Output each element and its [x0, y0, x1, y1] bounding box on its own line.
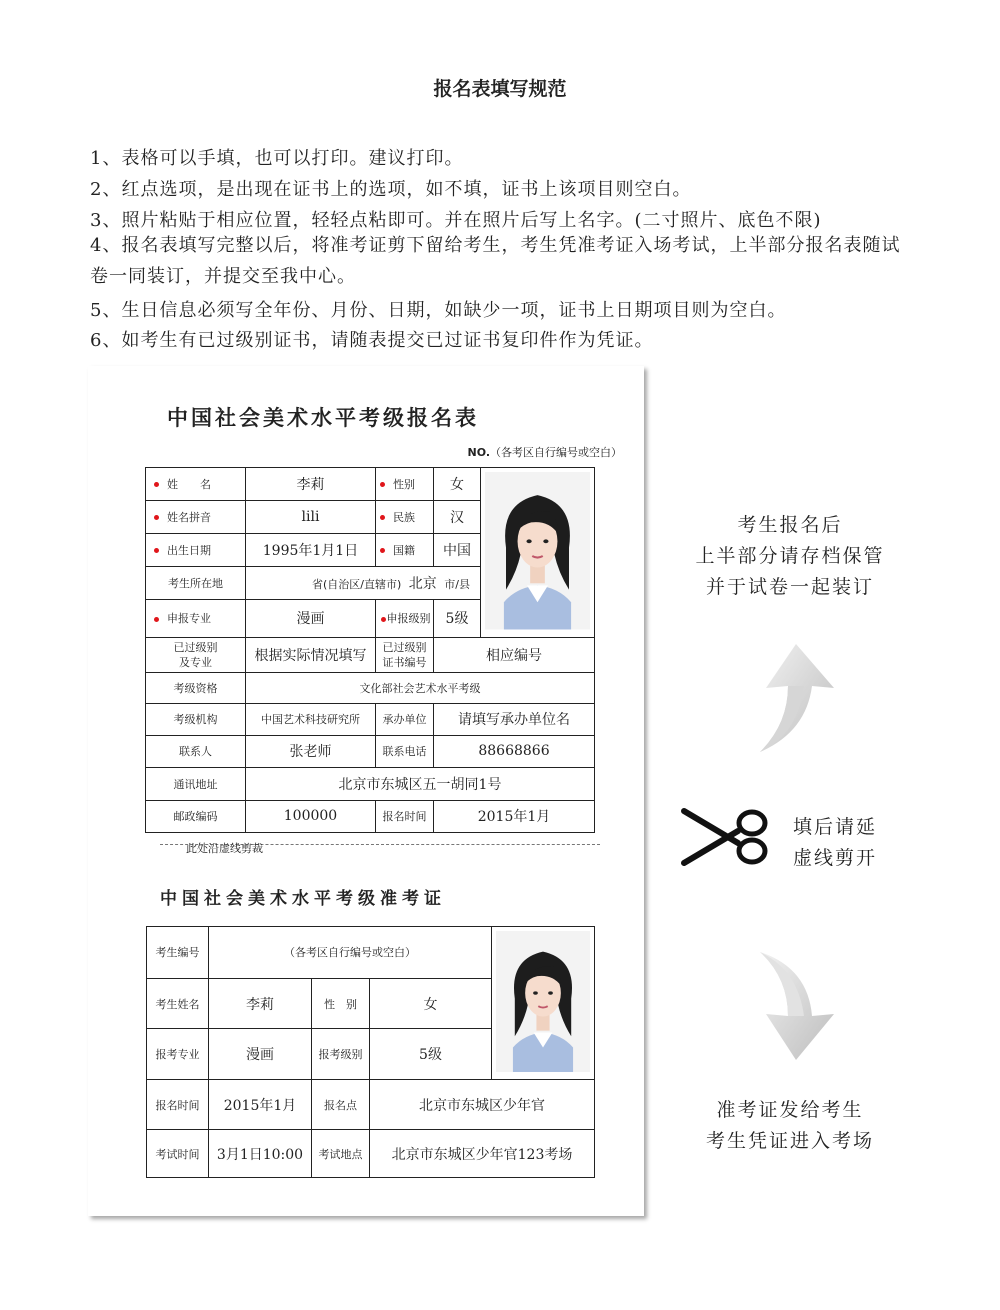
contact-label: 联系人 — [146, 735, 246, 767]
address-value: 北京市东城区五一胡同1号 — [246, 767, 595, 800]
side-note-middle: 填后请延 虚线剪开 — [792, 816, 877, 869]
arrow-down-icon — [748, 948, 838, 1063]
admission-exam-time-label: 考试时间 — [147, 1130, 209, 1178]
id-photo — [485, 472, 590, 630]
admission-reg-time-value: 2015年1月 — [209, 1080, 312, 1130]
side-note-top: 考生报名后 上半部分请存档保管 并于试卷一起装订 — [695, 514, 885, 598]
address-label: 通讯地址 — [146, 767, 246, 800]
reg-time-label: 报名时间 — [376, 800, 434, 832]
qualification-label: 考级资格 — [146, 672, 246, 703]
birth-label: 出生日期 — [146, 533, 246, 566]
admission-exam-time-value: 3月1日10:00 — [209, 1130, 312, 1178]
admission-table — [146, 926, 595, 1178]
admission-photo — [496, 931, 590, 1072]
admission-exam-place-label: 考试地点 — [312, 1130, 370, 1178]
location-value: 省(自治区/直辖市) 北京 市/县 — [246, 566, 481, 599]
admission-title: 中国社会美术水平考级准考证 — [160, 889, 446, 909]
postcode-label: 邮政编码 — [146, 800, 246, 832]
qualification-value: 文化部社会艺术水平考级 — [246, 672, 595, 703]
location-label: 考生所在地 — [146, 566, 246, 599]
cert-no-value: 相应编号 — [434, 637, 595, 672]
ethnicity-label: 民族 — [376, 500, 434, 533]
admission-major-label: 报考专业 — [147, 1029, 209, 1080]
pinyin-label: 姓名拼音 — [146, 500, 246, 533]
registration-table — [145, 467, 595, 833]
admission-level-label: 报考级别 — [312, 1029, 370, 1080]
contact-value: 张老师 — [246, 735, 376, 767]
cut-hint: 此处沿虚线剪裁 — [186, 842, 263, 855]
level-label: 申报级别 — [376, 599, 434, 637]
host-value: 请填写承办单位名 — [434, 703, 595, 735]
form-paper — [88, 366, 644, 1216]
admission-name-label: 考生姓名 — [147, 978, 209, 1029]
name-label: 姓 名 — [146, 468, 246, 501]
host-label: 承办单位 — [376, 703, 434, 735]
postcode-value: 100000 — [246, 800, 376, 832]
passed-level-value: 根据实际情况填写 — [246, 637, 376, 672]
pinyin-value: lili — [246, 500, 376, 533]
admission-id-value: （各考区自行编号或空白） — [209, 927, 492, 979]
phone-value: 88668866 — [434, 735, 595, 767]
admission-site-label: 报名点 — [312, 1080, 370, 1130]
admission-name-value: 李莉 — [209, 978, 312, 1029]
admission-major-value: 漫画 — [209, 1029, 312, 1080]
admission-exam-place-value: 北京市东城区少年官123考场 — [370, 1130, 595, 1178]
photo-cell — [481, 468, 595, 638]
org-label: 考级机构 — [146, 703, 246, 735]
rule-5: 5、生日信息必须写全年份、月份、日期，如缺少一项，证书上日期项目则为空白。 — [90, 300, 787, 321]
ethnicity-value: 汉 — [434, 500, 481, 533]
major-value: 漫画 — [246, 599, 376, 637]
admission-reg-time-label: 报名时间 — [147, 1080, 209, 1130]
passed-level-label: 已过级别 及专业 — [146, 637, 246, 672]
phone-label: 联系电话 — [376, 735, 434, 767]
name-value: 李莉 — [246, 468, 376, 501]
admission-level-value: 5级 — [370, 1029, 492, 1080]
arrow-up-icon — [748, 640, 838, 755]
birth-value: 1995年1月1日 — [246, 533, 376, 566]
admission-id-label: 考生编号 — [147, 927, 209, 979]
rule-3: 3、照片粘贴于相应位置，轻轻点粘即可。并在照片后写上名字。(二寸照片、底色不限) — [90, 210, 822, 231]
rule-6: 6、如考生有已过级别证书，请随表提交已过证书复印件作为凭证。 — [90, 330, 654, 351]
side-note-bottom: 准考证发给考生 考生凭证进入考场 — [705, 1099, 874, 1152]
admission-photo-cell — [492, 927, 595, 1080]
major-label: 申报专业 — [146, 599, 246, 637]
gender-value: 女 — [434, 468, 481, 501]
rule-1: 1、表格可以手填，也可以打印。建议打印。 — [90, 148, 464, 169]
reg-time-value: 2015年1月 — [434, 800, 595, 832]
admission-gender-label: 性 别 — [312, 978, 370, 1029]
rule-2: 2、红点选项，是出现在证书上的选项，如不填，证书上该项目则空白。 — [90, 179, 692, 200]
registration-no: NO.（各考区自行编号或空白） — [467, 446, 622, 459]
rule-4: 4、报名表填写完整以后，将准考证剪下留给考生，考生凭准考证入场考试，上半部分报名表随试卷一同装订，并提交至我中心。 — [90, 235, 901, 287]
cert-no-label: 已过级别 证书编号 — [376, 637, 434, 672]
page-title: 报名表填写规范 — [433, 78, 567, 100]
gender-label: 性别 — [376, 468, 434, 501]
level-value: 5级 — [434, 599, 481, 637]
admission-site-value: 北京市东城区少年官 — [370, 1080, 595, 1130]
nationality-label: 国籍 — [376, 533, 434, 566]
nationality-value: 中国 — [434, 533, 481, 566]
scissors-icon — [678, 805, 773, 869]
org-value: 中国艺术科技研究所 — [246, 703, 376, 735]
admission-gender-value: 女 — [370, 978, 492, 1029]
registration-title: 中国社会美术水平考级报名表 — [167, 406, 479, 430]
